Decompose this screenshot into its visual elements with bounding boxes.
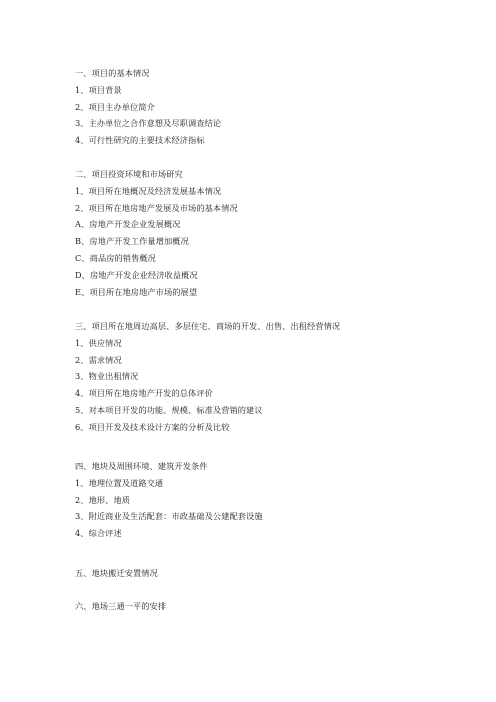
list-item: 3、附近商业及生活配套：市政基础及公建配套设施 (75, 511, 263, 522)
list-item: 1、地理位置及道路交通 (75, 477, 164, 488)
list-item: 1、项目所在地概况及经济发展基本情况 (75, 185, 222, 196)
section-heading: 二、项目投资环境和市场研究 (75, 169, 183, 179)
list-item: C、商品房的销售概况 (75, 252, 156, 263)
list-item: 5、对本项目开发的功能、规模、标准及营销的建议 (75, 404, 263, 415)
list-item: 2、需求情况 (75, 354, 122, 365)
list-item: B、房地产开发工作量增加概况 (75, 236, 189, 247)
list-item: 1、供应情况 (75, 337, 122, 348)
section-site-conditions (75, 458, 475, 542)
list-item: 1、项目背景 (75, 84, 122, 95)
section-heading: 三、项目所在地周边高层、多层住宅、商场的开发、出售、出租经营情况 (75, 321, 341, 331)
list-item: 4、项目所在地房地产开发的总体评价 (75, 388, 213, 399)
section-heading: 四、地块及周围环境、建筑开发条件 (75, 461, 208, 471)
list-item: 2、项目所在地房地产发展及市场的基本情况 (75, 202, 238, 213)
section-relocation (75, 565, 475, 582)
list-item: 2、地形、地质 (75, 494, 131, 505)
list-item: 2、项目主办单位简介 (75, 101, 155, 112)
section-heading: 一、项目的基本情况 (75, 68, 150, 78)
section-heading: 五、地块搬迁安置情况 (75, 568, 158, 578)
section-site-preparation (75, 598, 475, 615)
list-item: A、房地产开发企业发展概况 (75, 219, 181, 230)
section-basic-info (75, 65, 475, 149)
list-item: 3、物业出租情况 (75, 371, 139, 382)
list-item: D、房地产开发企业经济收益概况 (75, 269, 198, 280)
list-item: 3、主办单位之合作意想及尽职调查结论 (75, 118, 222, 129)
list-item: 4、综合评述 (75, 528, 122, 539)
list-item: 6、项目开发及技术设计方案的分析及比较 (75, 421, 230, 432)
section-investment-market (75, 166, 475, 300)
section-surrounding-development (75, 318, 475, 436)
list-item: E、项目所在地房地产市场的展望 (75, 286, 198, 297)
list-item: 4、可行性研究的主要技术经济指标 (75, 135, 205, 146)
section-heading: 六、地场三通一平的安排 (75, 601, 167, 611)
